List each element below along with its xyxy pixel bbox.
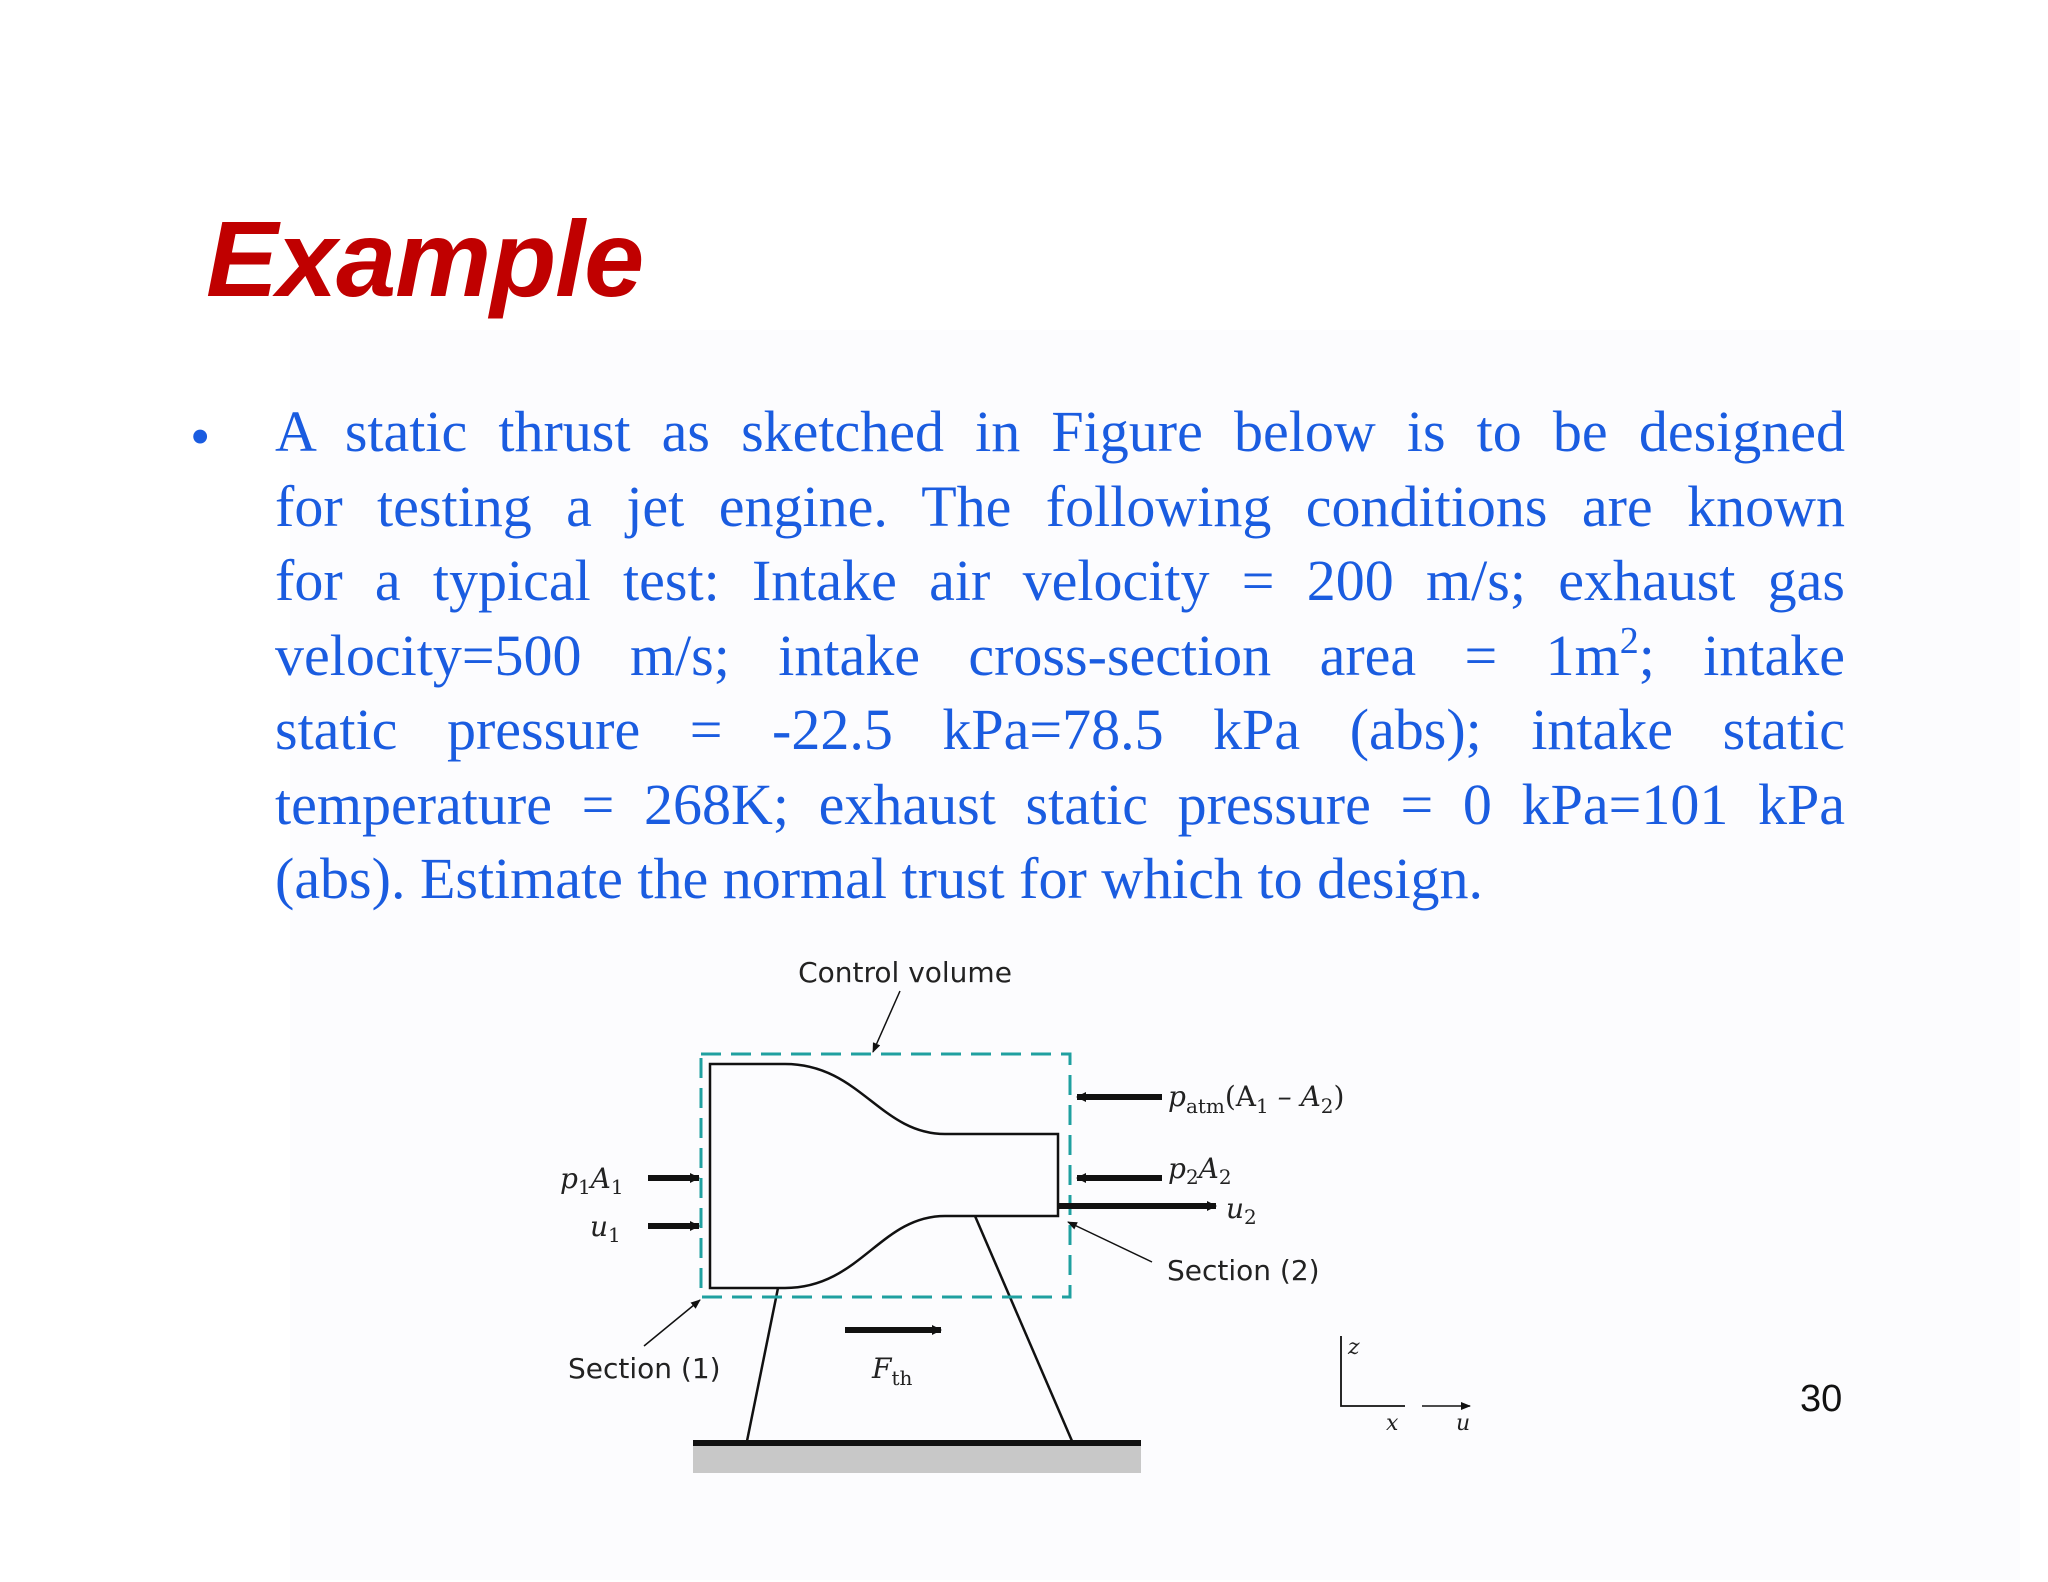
- x-axis-label: x: [1386, 1411, 1399, 1436]
- thrust-force-label: $F_{th}$: [872, 1352, 913, 1390]
- body-line-2: for testing a jet engine. The following conditions are known: [275, 473, 1845, 539]
- engine-body: [710, 1064, 1058, 1288]
- body-line-5: static pressure = -22.5 kPa=78.5 kPa (abs); intake static: [275, 697, 1845, 762]
- body-line-1: A static thrust as sketched in Figure below is to be designed: [275, 399, 1845, 464]
- superscript-2: 2: [1619, 619, 1639, 662]
- control-volume-leader: [873, 991, 900, 1052]
- control-volume-boundary: [701, 1054, 1070, 1297]
- section1-label: Section (1): [568, 1352, 721, 1385]
- section2-leader: [1068, 1222, 1152, 1262]
- section1-leader: [644, 1300, 700, 1346]
- bullet-marker: •: [190, 404, 211, 469]
- support-leg-left: [747, 1288, 778, 1441]
- control-volume-label: Control volume: [798, 956, 1012, 989]
- body-line-4-main: velocity=500 m/s; intake cross-section area = 1m: [275, 622, 1620, 688]
- u1-label: $u_1$: [590, 1210, 621, 1247]
- p1A1-label: $p_1A_1$: [560, 1162, 624, 1199]
- ground-hatch: [693, 1443, 1141, 1473]
- body-line-4-tail: ; intake: [1638, 622, 1845, 688]
- body-line-6: temperature = 268K; exhaust static pressure = 0 kPa=101 kPa: [275, 771, 1845, 837]
- slide-title: Example: [206, 198, 644, 319]
- patm-label: $p_{atm}(A_1 - A_2)$: [1168, 1080, 1345, 1118]
- body-line-3: for a typical test: Intake air velocity = 200 m/s; exhaust gas: [275, 548, 1845, 613]
- page-number: 30: [1800, 1378, 1843, 1420]
- z-axis-label: z: [1348, 1335, 1360, 1360]
- ground-line: [693, 1440, 1141, 1446]
- support-leg-right: [975, 1216, 1072, 1441]
- body-line-7: (abs). Estimate the normal trust for which to design.: [275, 846, 1484, 911]
- u-direction-label: u: [1456, 1411, 1471, 1436]
- p2A2-label: $p_2A_2$: [1168, 1152, 1232, 1189]
- u2-label: $u_2$: [1226, 1192, 1257, 1229]
- section2-label: Section (2): [1167, 1254, 1320, 1287]
